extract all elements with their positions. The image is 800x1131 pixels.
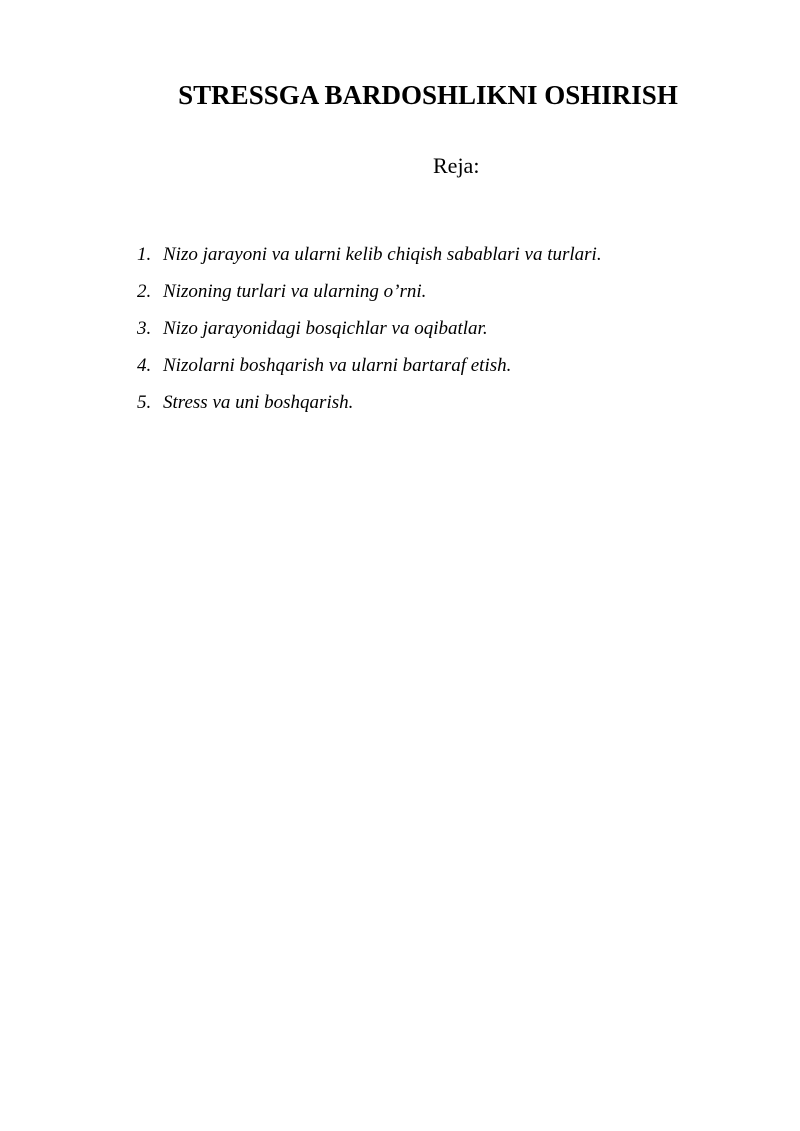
plan-item-text: Nizo jarayoni va ularni kelib chiqish sabablari va turlari.	[163, 244, 602, 265]
plan-item-number: 3.	[137, 318, 152, 339]
plan-item-number: 2.	[137, 281, 152, 302]
plan-item-number: 5.	[137, 392, 152, 413]
plan-item	[137, 310, 602, 347]
plan-item-text: Stress va uni boshqarish.	[163, 392, 354, 413]
plan-item	[137, 236, 602, 273]
plan-item	[137, 384, 602, 421]
plan-item-number: 4.	[137, 355, 152, 376]
plan-item	[137, 347, 602, 384]
document-title: STRESSGA BARDOSHLIKNI OSHIRISH	[178, 80, 678, 110]
plan-item-text: Nizo jarayonidagi bosqichlar va oqibatlar.	[163, 318, 488, 339]
plan-item-text: Nizolarni boshqarish va ularni bartaraf etish.	[163, 355, 512, 376]
plan-item-number: 1.	[137, 244, 152, 265]
plan-heading: Reja:	[433, 153, 480, 178]
plan-list	[137, 236, 602, 421]
plan-item-text: Nizoning turlari va ularning o’rni.	[163, 281, 427, 302]
plan-item	[137, 273, 602, 310]
